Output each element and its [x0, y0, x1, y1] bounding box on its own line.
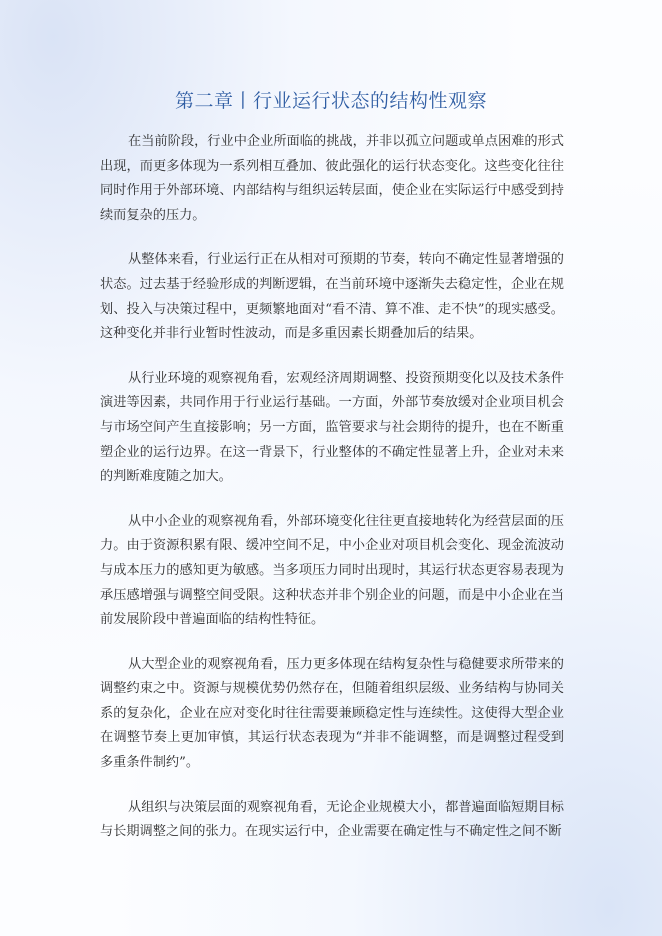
chapter-title: 第二章丨行业运行状态的结构性观察	[174, 90, 487, 112]
paragraph: 从整体来看，行业运行正在从相对可预期的节奏，转向不确定性显著增强的状态。过去基于经验形成的判断逻辑，在当前环境中逐渐失去稳定性，企业在规划、投入与决策过程中，更频繁地面对“看不清、算不准、走不快”的现实感受。这种变化并非行业暂时性波动，而是多重因素长期叠加后的结果。	[100, 252, 564, 342]
paragraph: 从组织与决策层面的观察视角看，无论企业规模大小，都普遍面临短期目标与长期调整之间的张力。在现实运行中，企业需要在确定性与不确定性之间不断	[100, 799, 564, 840]
paragraph: 从大型企业的观察视角看，压力更多体现在结构复杂性与稳健要求所带来的调整约束之中。资源与规模优势仍然存在，但随着组织层级、业务结构与协同关系的复杂化，企业在应对变化时往往需要兼顾稳定性与连续性。这使得大型企业在调整节奏上更加审慎，其运行状态表现为“并非不能调整，而是调整过程受到多重条件制约”。	[100, 656, 564, 771]
paragraph: 在当前阶段，行业中企业所面临的挑战，并非以孤立问题或单点困难的形式出现，而更多体现为一系列相互叠加、彼此强化的运行状态变化。这些变化往往同时作用于外部环境、内部结构与组织运转层面，使企业在实际运行中感受到持续而复杂的压力。	[100, 134, 564, 223]
paragraph: 从中小企业的观察视角看，外部环境变化往往更直接地转化为经营层面的压力。由于资源积累有限、缓冲空间不足，中小企业对项目机会变化、现金流波动与成本压力的感知更为敏感。当多项压力同时出现时，其运行状态更容易表现为承压感增强与调整空间受限。这种状态并非个别企业的问题，而是中小企业在当前发展阶段中普遍面临的结构性特征。	[100, 513, 564, 628]
body-text	[100, 130, 564, 865]
paragraph: 从行业环境的观察视角看，宏观经济周期调整、投资预期变化以及技术条件演进等因素，共同作用于行业运行基础。一方面，外部节奏放缓对企业项目机会与市场空间产生直接影响；另一方面，监管要求与社会期待的提升，也在不断重塑企业的运行边界。在这一背景下，行业整体的不确定性显著上升，企业对未来的判断难度随之加大。	[100, 370, 564, 485]
